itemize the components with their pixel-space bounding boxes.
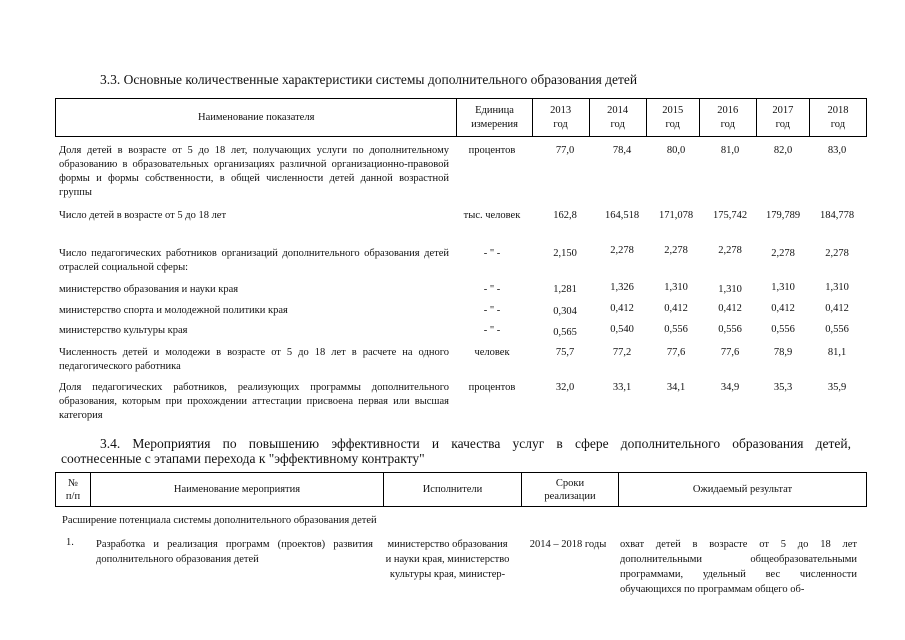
table-cell: 80,0 <box>666 145 686 156</box>
table-row-name: министерство образования и науки края <box>59 284 239 295</box>
table-cell: 35,9 <box>827 382 847 393</box>
col-header-2018: 2018 год <box>809 99 866 137</box>
table-cell: 0,412 <box>664 303 688 314</box>
table-cell: 171,078 <box>658 210 694 221</box>
table-cell: 0,412 <box>718 303 742 314</box>
table-row-name: Доля педагогических работников, реализующих программы дополнительного образования, которым при прохождении аттестации присвоена первая или высшая категория <box>59 382 449 421</box>
table-cell: 82,0 <box>773 145 793 156</box>
table-row-name: министерство культуры края <box>59 325 188 336</box>
table-cell: 2,278 <box>718 245 742 256</box>
table-cell: 0,556 <box>825 324 849 335</box>
col-header-name: Наименование показателя <box>56 99 457 137</box>
table-cell: 34,9 <box>720 382 740 393</box>
table-row-name: Число детей в возрасте от 5 до 18 лет <box>59 210 227 221</box>
table-cell: 34,1 <box>666 382 686 393</box>
table-row-name: Численность детей и молодежи в возрасте от 5 до 18 лет в расчете на одного педагогического работника <box>59 347 449 372</box>
table-cell: 77,6 <box>720 347 740 358</box>
table-cell: 0,556 <box>771 324 795 335</box>
col-header-result: Ожидаемый результат <box>619 473 867 507</box>
table-cell: 0,556 <box>718 324 742 335</box>
table-cell: 78,9 <box>773 347 793 358</box>
table-cell: 32,0 <box>555 382 575 393</box>
table-cell: 1,310 <box>771 282 795 293</box>
table-cell: 2,150 <box>553 248 577 259</box>
table-row-name: министерство спорта и молодежной политики края <box>59 305 288 316</box>
item-executors: министерство образования и науки края, министерство культуры края, министер- <box>385 539 510 580</box>
table-cell: 0,412 <box>610 303 634 314</box>
table-cell: 83,0 <box>827 145 847 156</box>
section-3-4-title: 3.4. Мероприятия по повышению эффективности и качества услуг в сфере дополнительного образования детей, соотнесенные с этапами перехода к "эффективному контракту" <box>61 436 851 466</box>
table-row-unit: тыс. человек <box>463 210 521 221</box>
col-header-unit: Единица измерения <box>457 99 532 137</box>
table-row-unit: процентов <box>468 145 516 156</box>
table-cell: 175,742 <box>712 210 748 221</box>
section-3-3-title: 3.3. Основные количественные характеристики системы дополнительного образования детей <box>100 72 638 87</box>
table-row-name: Доля детей в возрасте от 5 до 18 лет, получающих услуги по дополнительному образованию в образовательных организациях различной организационно-правовой формы и формы собственности, в общей численности детей данной возрастной группы <box>59 145 449 198</box>
col-header-terms: Сроки реализации <box>522 473 619 507</box>
table-row-unit: - " - <box>483 248 501 259</box>
table-cell: 81,1 <box>827 347 847 358</box>
table-cell: 77,2 <box>612 347 632 358</box>
table-cell: 0,412 <box>771 303 795 314</box>
table-cell: 2,278 <box>771 248 795 259</box>
item-name: Разработка и реализация программ (проектов) развития дополнительного образования детей <box>96 539 373 565</box>
table-cell: 1,310 <box>825 282 849 293</box>
col-header-measure: Наименование мероприятия <box>91 473 384 507</box>
table-cell: 1,281 <box>553 284 577 295</box>
col-header-2013: 2013 год <box>532 99 589 137</box>
item-terms: 2014 – 2018 годы <box>529 539 607 550</box>
table-row-name: Число педагогических работников организаций дополнительного образования детей отраслей социальной сферы: <box>59 248 449 273</box>
indicators-table-header <box>55 98 867 137</box>
table-cell: 162,8 <box>553 210 577 221</box>
col-header-2017: 2017 год <box>756 99 809 137</box>
col-header-2015: 2015 год <box>646 99 699 137</box>
item-result: охват детей в возрасте от 5 до 18 лет дополнительными общеобразовательными программами, удельный вес численности обучающихся по программам общего об- <box>620 539 857 595</box>
table-cell: 184,778 <box>819 210 855 221</box>
col-header-executors: Исполнители <box>384 473 522 507</box>
measures-table-header <box>55 472 867 507</box>
table-cell: 179,789 <box>765 210 801 221</box>
table-cell: 0,540 <box>610 324 634 335</box>
item-number: 1. <box>66 537 74 548</box>
table-cell: 81,0 <box>720 145 740 156</box>
table-row-unit: человек <box>474 347 510 358</box>
table-cell: 1,310 <box>664 282 688 293</box>
subsection-title: Расширение потенциала системы дополнительного образования детей <box>62 515 377 526</box>
table-cell: 0,304 <box>553 306 577 317</box>
col-header-number: № п/п <box>56 473 91 507</box>
table-cell: 78,4 <box>612 145 632 156</box>
table-cell: 1,310 <box>718 284 742 295</box>
table-row-unit: - " - <box>483 305 501 316</box>
table-row-unit: - " - <box>483 284 501 295</box>
col-header-2016: 2016 год <box>699 99 756 137</box>
table-row-unit: - " - <box>483 325 501 336</box>
table-cell: 0,565 <box>553 327 577 338</box>
table-cell: 77,0 <box>555 145 575 156</box>
table-cell: 2,278 <box>825 248 849 259</box>
table-cell: 0,412 <box>825 303 849 314</box>
table-row-unit: процентов <box>468 382 516 393</box>
table-cell: 1,326 <box>610 282 634 293</box>
table-cell: 164,518 <box>604 210 640 221</box>
table-cell: 33,1 <box>612 382 632 393</box>
table-cell: 35,3 <box>773 382 793 393</box>
table-cell: 2,278 <box>610 245 634 256</box>
table-cell: 0,556 <box>664 324 688 335</box>
table-cell: 75,7 <box>555 347 575 358</box>
col-header-2014: 2014 год <box>589 99 646 137</box>
table-cell: 77,6 <box>666 347 686 358</box>
table-cell: 2,278 <box>664 245 688 256</box>
